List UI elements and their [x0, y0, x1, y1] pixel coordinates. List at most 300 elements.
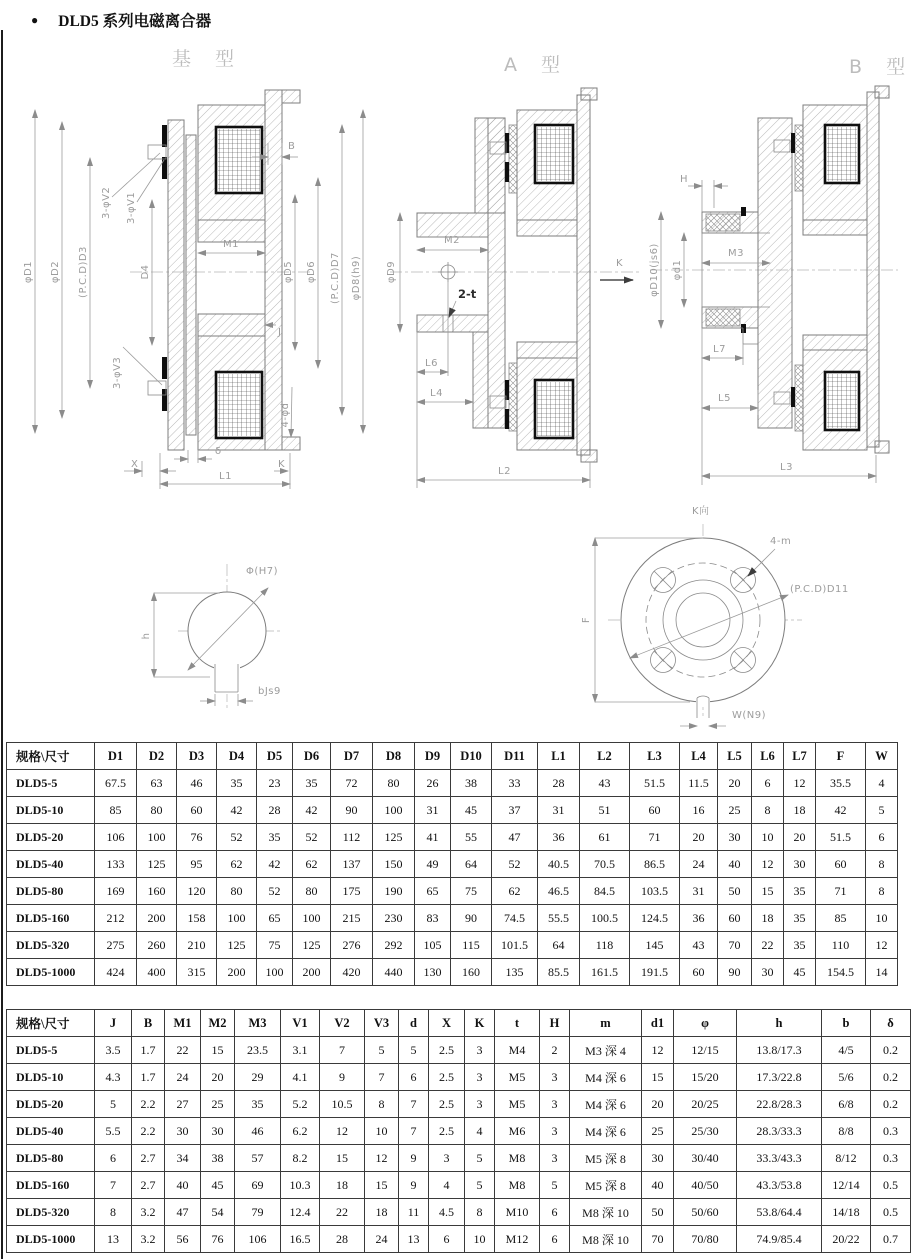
value-cell: 18 — [752, 905, 784, 932]
value-cell: 158 — [177, 905, 217, 932]
value-cell: 17.3/22.8 — [737, 1064, 822, 1091]
value-cell: 45 — [451, 797, 492, 824]
svg-text:L3: L3 — [780, 462, 793, 473]
table-row — [7, 932, 898, 959]
value-cell: 16 — [680, 797, 718, 824]
value-cell: 145 — [630, 932, 680, 959]
spec-cell: DLD5-20 — [7, 824, 95, 851]
svg-text:X: X — [131, 459, 139, 470]
column-header: D8 — [373, 743, 415, 770]
spec-cell: DLD5-10 — [7, 797, 95, 824]
value-cell: 8 — [866, 878, 898, 905]
column-header: L5 — [718, 743, 752, 770]
value-cell: 42 — [257, 851, 293, 878]
column-header: W — [866, 743, 898, 770]
value-cell: 103.5 — [630, 878, 680, 905]
value-cell: 40 — [718, 851, 752, 878]
value-cell: 23 — [257, 770, 293, 797]
value-cell: 15 — [642, 1064, 674, 1091]
flange-view-drawing — [560, 498, 910, 743]
value-cell: 20 — [680, 824, 718, 851]
svg-text:3-φV3: 3-φV3 — [112, 356, 123, 389]
value-cell: 23.5 — [235, 1037, 281, 1064]
spec-cell: DLD5-1000 — [7, 1226, 95, 1253]
value-cell: 105 — [415, 932, 451, 959]
value-cell: 43 — [680, 932, 718, 959]
value-cell: 9 — [399, 1172, 429, 1199]
svg-text:φD1: φD1 — [23, 260, 34, 284]
value-cell: 9 — [320, 1064, 365, 1091]
value-cell: 12 — [365, 1145, 399, 1172]
spec-cell: DLD5-10 — [7, 1064, 95, 1091]
value-cell: 26 — [415, 770, 451, 797]
value-cell: 2.7 — [132, 1172, 165, 1199]
spec-cell: DLD5-1000 — [7, 959, 95, 986]
header-row — [7, 743, 898, 770]
value-cell: 54 — [201, 1199, 235, 1226]
value-cell: 6 — [399, 1064, 429, 1091]
value-cell: 75 — [451, 878, 492, 905]
table-row — [7, 797, 898, 824]
value-cell: 40/50 — [674, 1172, 737, 1199]
value-cell: 62 — [217, 851, 257, 878]
value-cell: 175 — [331, 878, 373, 905]
value-cell: 5 — [365, 1037, 399, 1064]
value-cell: 6 — [540, 1199, 570, 1226]
value-cell: 0.2 — [871, 1037, 911, 1064]
value-cell: 47 — [165, 1199, 201, 1226]
value-cell: 8/12 — [822, 1145, 871, 1172]
value-cell: 35 — [784, 878, 816, 905]
value-cell: 5/6 — [822, 1064, 871, 1091]
column-header: V1 — [281, 1010, 320, 1037]
page-title: DLD5 系列电磁离合器 — [58, 13, 212, 30]
dimension-table-2 — [6, 1009, 911, 1253]
value-cell: 10 — [752, 824, 784, 851]
table-row — [7, 1118, 911, 1145]
value-cell: 8.2 — [281, 1145, 320, 1172]
svg-text:J: J — [278, 327, 282, 338]
value-cell: 35 — [257, 824, 293, 851]
value-cell: 30/40 — [674, 1145, 737, 1172]
value-cell: 125 — [137, 851, 177, 878]
svg-text:K: K — [616, 258, 624, 269]
value-cell: 29 — [235, 1064, 281, 1091]
value-cell: 5.5 — [95, 1118, 132, 1145]
value-cell: 61 — [580, 824, 630, 851]
value-cell: 12/14 — [822, 1172, 871, 1199]
svg-text:4-m: 4-m — [770, 536, 792, 547]
value-cell: 10 — [866, 905, 898, 932]
column-header: K — [465, 1010, 495, 1037]
value-cell: 100 — [373, 797, 415, 824]
table-row — [7, 878, 898, 905]
value-cell: 51.5 — [816, 824, 866, 851]
value-cell: 18 — [784, 797, 816, 824]
value-cell: 4.3 — [95, 1064, 132, 1091]
value-cell: 10 — [465, 1226, 495, 1253]
value-cell: 28 — [257, 797, 293, 824]
value-cell: 3 — [540, 1091, 570, 1118]
svg-text:M1: M1 — [223, 239, 239, 250]
value-cell: 5 — [866, 797, 898, 824]
column-header: D10 — [451, 743, 492, 770]
table-row — [7, 851, 898, 878]
value-cell: 191.5 — [630, 959, 680, 986]
drawing-label-base: 基 型 — [172, 48, 244, 70]
value-cell: 3 — [540, 1118, 570, 1145]
value-cell: 8 — [866, 851, 898, 878]
value-cell: 60 — [680, 959, 718, 986]
value-cell: 85 — [95, 797, 137, 824]
value-cell: 20 — [784, 824, 816, 851]
value-cell: M6 — [495, 1118, 540, 1145]
value-cell: 90 — [718, 959, 752, 986]
svg-text:φD9: φD9 — [386, 260, 397, 284]
value-cell: 137 — [331, 851, 373, 878]
value-cell: M12 — [495, 1226, 540, 1253]
value-cell: 49 — [415, 851, 451, 878]
value-cell: 45 — [784, 959, 816, 986]
value-cell: 210 — [177, 932, 217, 959]
value-cell: 2.5 — [429, 1037, 465, 1064]
column-header: 规格\尺寸 — [7, 1010, 95, 1037]
value-cell: 5 — [399, 1037, 429, 1064]
svg-text:L7: L7 — [713, 344, 726, 355]
table-row — [7, 959, 898, 986]
value-cell: 40 — [642, 1172, 674, 1199]
value-cell: 35 — [784, 905, 816, 932]
value-cell: 112 — [331, 824, 373, 851]
column-header: b — [822, 1010, 871, 1037]
value-cell: 65 — [257, 905, 293, 932]
value-cell: 83 — [415, 905, 451, 932]
value-cell: 18 — [365, 1199, 399, 1226]
value-cell: 10.5 — [320, 1091, 365, 1118]
value-cell: 3 — [465, 1037, 495, 1064]
table-row — [7, 1091, 911, 1118]
value-cell: 160 — [137, 878, 177, 905]
value-cell: 12 — [642, 1037, 674, 1064]
svg-text:L5: L5 — [718, 393, 731, 404]
column-header: D2 — [137, 743, 177, 770]
column-header: V3 — [365, 1010, 399, 1037]
dimension-table-1 — [6, 742, 898, 986]
value-cell: 106 — [95, 824, 137, 851]
column-header: D11 — [492, 743, 538, 770]
value-cell: 4 — [866, 770, 898, 797]
value-cell: 10.3 — [281, 1172, 320, 1199]
svg-text:φD8(h9): φD8(h9) — [351, 255, 362, 301]
value-cell: 12/15 — [674, 1037, 737, 1064]
column-header: φ — [674, 1010, 737, 1037]
value-cell: 42 — [293, 797, 331, 824]
value-cell: 64 — [451, 851, 492, 878]
value-cell: 25 — [718, 797, 752, 824]
value-cell: 14 — [866, 959, 898, 986]
value-cell: 35 — [293, 770, 331, 797]
coil-top — [535, 125, 573, 183]
value-cell: 42 — [816, 797, 866, 824]
value-cell: 200 — [137, 905, 177, 932]
column-header: D1 — [95, 743, 137, 770]
table-row — [7, 1226, 911, 1253]
value-cell: 315 — [177, 959, 217, 986]
value-cell: 0.3 — [871, 1145, 911, 1172]
svg-text:h: h — [141, 632, 152, 640]
value-cell: 90 — [451, 905, 492, 932]
value-cell: 200 — [217, 959, 257, 986]
value-cell: 13 — [95, 1226, 132, 1253]
table-row — [7, 1172, 911, 1199]
value-cell: 169 — [95, 878, 137, 905]
value-cell: 51 — [580, 797, 630, 824]
value-cell: 4 — [465, 1118, 495, 1145]
value-cell: 45 — [201, 1172, 235, 1199]
value-cell: 5 — [95, 1091, 132, 1118]
svg-text:B: B — [288, 141, 296, 152]
value-cell: 15/20 — [674, 1064, 737, 1091]
value-cell: 28 — [538, 770, 580, 797]
value-cell: 60 — [630, 797, 680, 824]
value-cell: M8 深 10 — [570, 1226, 642, 1253]
value-cell: M4 — [495, 1037, 540, 1064]
column-header: D9 — [415, 743, 451, 770]
value-cell: 80 — [137, 797, 177, 824]
table-row — [7, 905, 898, 932]
value-cell: 6/8 — [822, 1091, 871, 1118]
value-cell: 3 — [465, 1091, 495, 1118]
a-type-drawing — [330, 80, 650, 505]
value-cell: 57 — [235, 1145, 281, 1172]
value-cell: 60 — [718, 905, 752, 932]
value-cell: 100 — [217, 905, 257, 932]
value-cell: 20 — [718, 770, 752, 797]
drawing-label-a: A 型 — [504, 54, 570, 76]
base-type-drawing — [12, 85, 368, 491]
value-cell: 28.3/33.3 — [737, 1118, 822, 1145]
value-cell: 2.5 — [429, 1064, 465, 1091]
svg-text:3-φV2: 3-φV2 — [101, 186, 112, 219]
value-cell: 40 — [165, 1172, 201, 1199]
value-cell: 70 — [718, 932, 752, 959]
value-cell: 72 — [331, 770, 373, 797]
value-cell: 15 — [752, 878, 784, 905]
value-cell: 2 — [540, 1037, 570, 1064]
value-cell: 110 — [816, 932, 866, 959]
column-header: B — [132, 1010, 165, 1037]
value-cell: M5 — [495, 1064, 540, 1091]
value-cell: 6 — [540, 1226, 570, 1253]
value-cell: 50 — [642, 1199, 674, 1226]
value-cell: M3 深 4 — [570, 1037, 642, 1064]
value-cell: 22.8/28.3 — [737, 1091, 822, 1118]
spec-cell: DLD5-160 — [7, 905, 95, 932]
svg-text:φD10(js6): φD10(js6) — [649, 243, 660, 297]
column-header: 规格\尺寸 — [7, 743, 95, 770]
column-header: M2 — [201, 1010, 235, 1037]
value-cell: 35 — [784, 932, 816, 959]
section-title-row — [31, 9, 211, 31]
value-cell: 6 — [95, 1145, 132, 1172]
column-header: L3 — [630, 743, 680, 770]
svg-text:δ: δ — [215, 446, 222, 457]
value-cell: 52 — [257, 878, 293, 905]
value-cell: 52 — [492, 851, 538, 878]
value-cell: 47 — [492, 824, 538, 851]
spec-cell: DLD5-320 — [7, 932, 95, 959]
value-cell: 120 — [177, 878, 217, 905]
value-cell: 100 — [293, 905, 331, 932]
value-cell: 420 — [331, 959, 373, 986]
svg-text:K: K — [278, 459, 286, 470]
value-cell: 9 — [399, 1145, 429, 1172]
table-row — [7, 1145, 911, 1172]
column-header: L2 — [580, 743, 630, 770]
value-cell: 20/25 — [674, 1091, 737, 1118]
value-cell: 31 — [538, 797, 580, 824]
column-header: L7 — [784, 743, 816, 770]
svg-text:M2: M2 — [444, 235, 460, 246]
value-cell: 33 — [492, 770, 538, 797]
value-cell: 24 — [165, 1064, 201, 1091]
value-cell: 46 — [235, 1118, 281, 1145]
value-cell: 2.5 — [429, 1091, 465, 1118]
coil-top — [825, 125, 859, 183]
value-cell: 260 — [137, 932, 177, 959]
column-header: D5 — [257, 743, 293, 770]
column-header: M3 — [235, 1010, 281, 1037]
value-cell: 80 — [217, 878, 257, 905]
spec-cell: DLD5-80 — [7, 1145, 95, 1172]
value-cell: 30 — [784, 851, 816, 878]
value-cell: 190 — [373, 878, 415, 905]
value-cell: 30 — [201, 1118, 235, 1145]
value-cell: 15 — [365, 1172, 399, 1199]
value-cell: 52 — [217, 824, 257, 851]
svg-text:φD2: φD2 — [50, 260, 61, 284]
value-cell: 18 — [320, 1172, 365, 1199]
spec-cell: DLD5-40 — [7, 1118, 95, 1145]
value-cell: 6.2 — [281, 1118, 320, 1145]
value-cell: 70 — [642, 1226, 674, 1253]
value-cell: 106 — [235, 1226, 281, 1253]
value-cell: 43.3/53.8 — [737, 1172, 822, 1199]
svg-text:3-φV1: 3-φV1 — [126, 191, 137, 224]
svg-text:bJs9: bJs9 — [258, 686, 281, 697]
value-cell: 400 — [137, 959, 177, 986]
value-cell: 125 — [217, 932, 257, 959]
value-cell: 22 — [165, 1037, 201, 1064]
value-cell: 12 — [866, 932, 898, 959]
value-cell: 84.5 — [580, 878, 630, 905]
column-header: D6 — [293, 743, 331, 770]
value-cell: 440 — [373, 959, 415, 986]
value-cell: M5 — [495, 1091, 540, 1118]
svg-text:φD6: φD6 — [306, 260, 317, 284]
keyway-detail-drawing — [140, 542, 400, 732]
coil-top — [216, 127, 262, 193]
value-cell: 27 — [165, 1091, 201, 1118]
value-cell: 200 — [293, 959, 331, 986]
drawing-label-b: B 型 — [849, 56, 915, 78]
column-header: D4 — [217, 743, 257, 770]
value-cell: 13.8/17.3 — [737, 1037, 822, 1064]
spec-cell: DLD5-5 — [7, 770, 95, 797]
value-cell: 24 — [680, 851, 718, 878]
value-cell: 31 — [415, 797, 451, 824]
value-cell: 2.2 — [132, 1091, 165, 1118]
value-cell: 95 — [177, 851, 217, 878]
column-header: J — [95, 1010, 132, 1037]
flange-geometry — [608, 524, 802, 718]
value-cell: 150 — [373, 851, 415, 878]
value-cell: 38 — [201, 1145, 235, 1172]
value-cell: 20 — [201, 1064, 235, 1091]
value-cell: M4 深 6 — [570, 1064, 642, 1091]
value-cell: M4 深 6 — [570, 1118, 642, 1145]
svg-text:φd1: φd1 — [672, 259, 683, 281]
column-header: m — [570, 1010, 642, 1037]
value-cell: 12 — [320, 1118, 365, 1145]
value-cell: 3.1 — [281, 1037, 320, 1064]
value-cell: 424 — [95, 959, 137, 986]
value-cell: 8 — [95, 1199, 132, 1226]
value-cell: 60 — [177, 797, 217, 824]
value-cell: 76 — [177, 824, 217, 851]
value-cell: 35.5 — [816, 770, 866, 797]
table-row — [7, 770, 898, 797]
value-cell: 101.5 — [492, 932, 538, 959]
spec-cell: DLD5-40 — [7, 851, 95, 878]
value-cell: 79 — [235, 1199, 281, 1226]
value-cell: 2.7 — [132, 1145, 165, 1172]
value-cell: 25 — [201, 1091, 235, 1118]
column-header: L4 — [680, 743, 718, 770]
column-header: V2 — [320, 1010, 365, 1037]
svg-text:K向: K向 — [692, 506, 710, 517]
svg-text:4-φd: 4-φd — [280, 402, 291, 428]
spec-cell: DLD5-20 — [7, 1091, 95, 1118]
column-header: D3 — [177, 743, 217, 770]
value-cell: 64 — [538, 932, 580, 959]
page-border-line — [1, 30, 3, 1259]
value-cell: 7 — [399, 1118, 429, 1145]
value-cell: 215 — [331, 905, 373, 932]
value-cell: 4.1 — [281, 1064, 320, 1091]
value-cell: 125 — [373, 824, 415, 851]
value-cell: 15 — [320, 1145, 365, 1172]
spec-cell: DLD5-5 — [7, 1037, 95, 1064]
value-cell: 86.5 — [630, 851, 680, 878]
value-cell: 0.2 — [871, 1064, 911, 1091]
value-cell: 125 — [293, 932, 331, 959]
value-cell: 11.5 — [680, 770, 718, 797]
value-cell: 100 — [257, 959, 293, 986]
value-cell: 50 — [718, 878, 752, 905]
value-cell: 55.5 — [538, 905, 580, 932]
value-cell: 8 — [465, 1199, 495, 1226]
column-header: δ — [871, 1010, 911, 1037]
value-cell: 2.2 — [132, 1118, 165, 1145]
value-cell: 0.5 — [871, 1199, 911, 1226]
value-cell: 12 — [784, 770, 816, 797]
table-row — [7, 1064, 911, 1091]
value-cell: 28 — [320, 1226, 365, 1253]
value-cell: 25/30 — [674, 1118, 737, 1145]
value-cell: 3 — [540, 1145, 570, 1172]
svg-text:L4: L4 — [430, 388, 443, 399]
